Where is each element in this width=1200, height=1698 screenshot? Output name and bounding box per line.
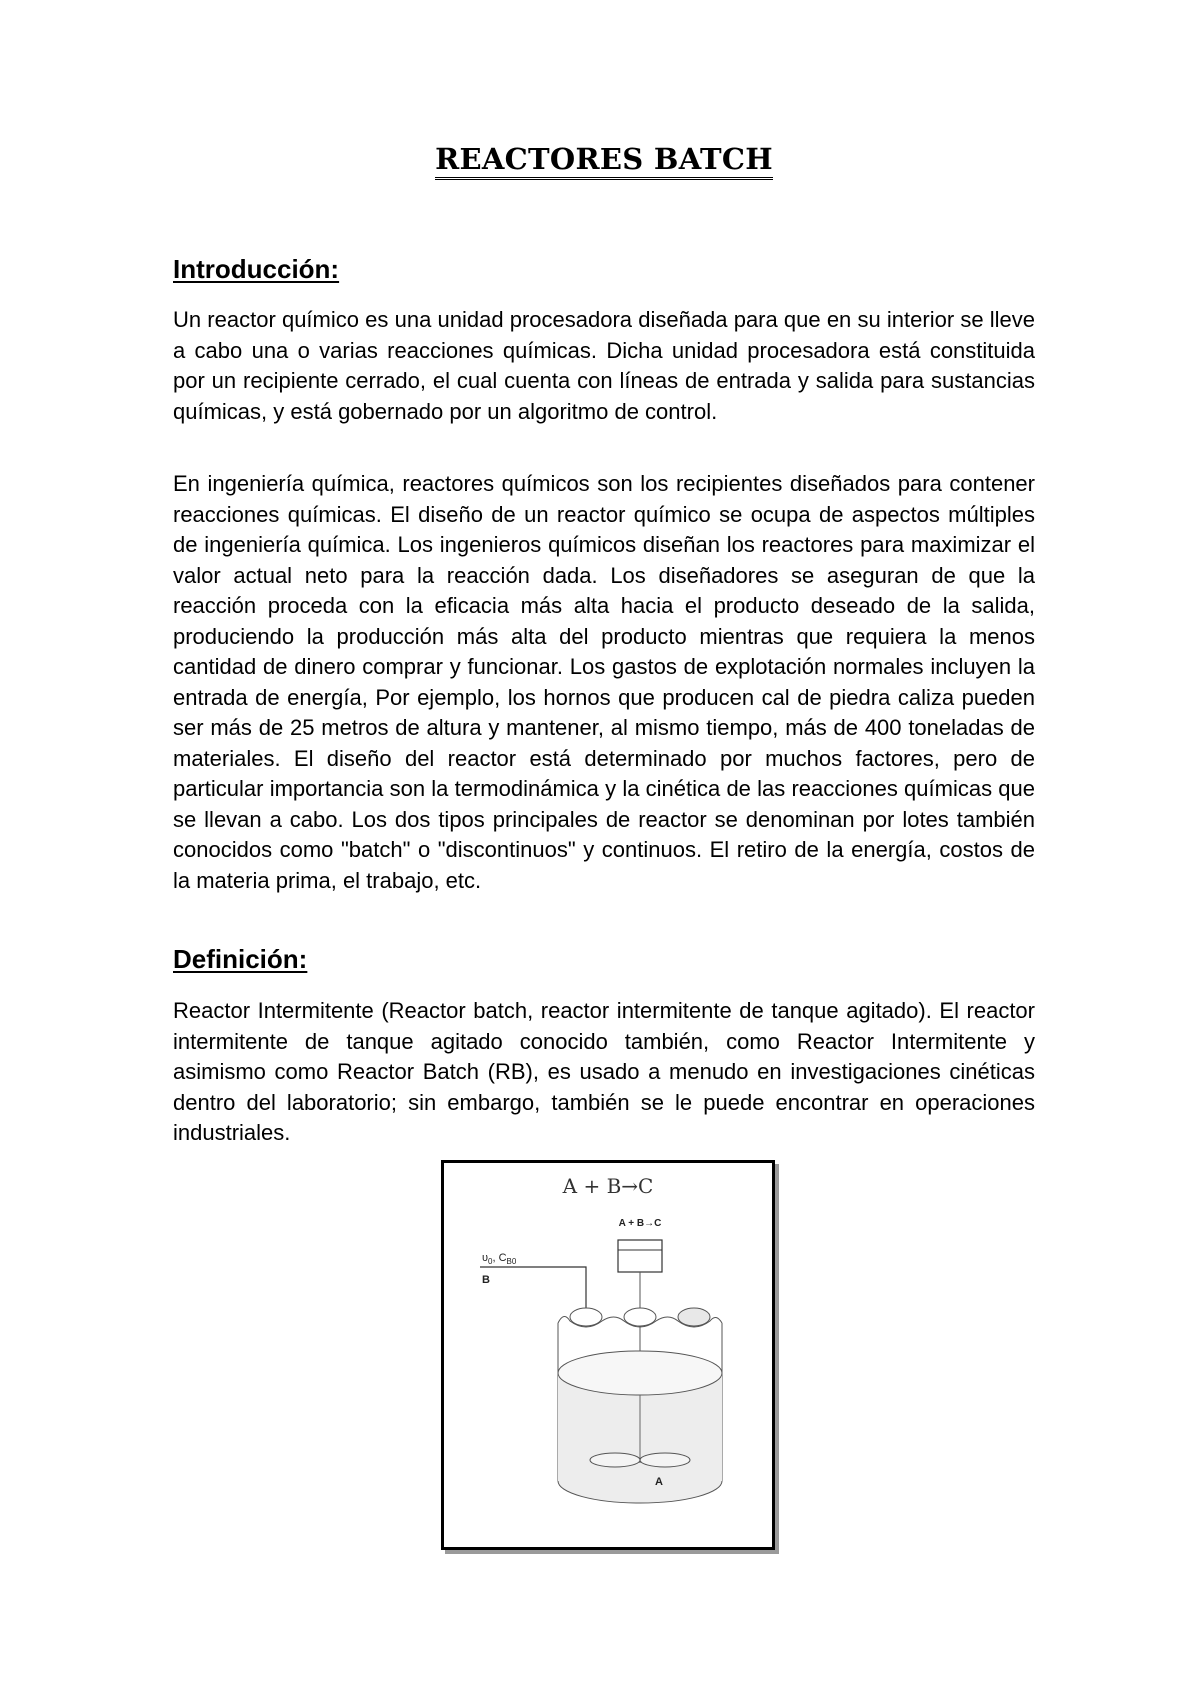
- paragraph-intro-2: En ingeniería química, reactores químicos son los recipientes diseñados para contener reacciones químicas. El diseño de un reactor químico se ocupa de aspectos múltiples de ingeniería química. Los ingenieros químicos diseñan los reactores para maximizar el valor actual neto para la reacción dada. Los diseñadores se aseguran de que la reacción proceda con la eficacia más alta hacia el producto deseado de la salida, produciendo la producción más alta del producto mientras que requiera la menos cantidad de dinero comprar y funcionar. Los gastos de explotación normales incluyen la entrada de energía, Por ejemplo, los hornos que producen cal de piedra caliza pueden ser más de 25 metros de altura y mantener, al mismo tiempo, más de 400 toneladas de materiales. El diseño del reactor está determinado por muchos factores, pero de particular importancia son la termodinámica y la cinética de las reacciones químicas que se llevan a cabo. Los dos tipos principales de reactor se denominan por lotes también conocidos como "batch" o "discontinuos" y continuos. El retiro de la energía, costos de la materia prima, el trabajo, etc.: [173, 471, 1035, 893]
- batch-reactor-diagram: [444, 1163, 772, 1547]
- reaction-title: A + B→C: [562, 1174, 654, 1198]
- impeller-blade-right: [640, 1453, 690, 1467]
- controller-box: [618, 1240, 662, 1272]
- paragraph-definicion: Reactor Intermitente (Reactor batch, reactor intermitente de tanque agitado). El reactor intermitente de tanque agitado conocido también, como Reactor Intermitente y asimismo como Reactor Batch (RB), es usado a menudo en investigaciones cinéticas dentro del laboratorio; sin embargo, también se le puede encontrar en operaciones industriales.: [173, 998, 1035, 1145]
- heading-introduccion: Introducción:: [173, 254, 340, 284]
- feed-species-label: B: [482, 1274, 490, 1286]
- paragraph-intro-1: Un reactor químico es una unidad procesadora diseñada para que en su interior se lleve a cabo una o varias reacciones químicas. Dicha unidad procesadora está constituida por un recipiente cerrado, el cual cuenta con líneas de entrada y salida para sustancias químicas, y está gobernado por un algoritmo de control.: [173, 307, 1035, 424]
- feed-line: [480, 1267, 586, 1315]
- liquid-surface: [558, 1351, 722, 1395]
- tank-port-center: [624, 1308, 656, 1326]
- page-title: [173, 142, 1035, 176]
- feed-label: $\upsilon_0$, $C_{B0}$: [482, 1252, 517, 1266]
- batch-reactor-figure: [441, 1160, 775, 1550]
- page-title-text: REACTORES BATCH: [435, 142, 773, 180]
- controller-box-label: A + B→C: [618, 1218, 662, 1229]
- tank-port-left: [570, 1308, 602, 1326]
- tank-species-label: A: [655, 1476, 663, 1488]
- impeller-blade-left: [590, 1453, 640, 1467]
- tank-port-right: [678, 1308, 710, 1326]
- heading-definicion: Definición:: [173, 944, 308, 974]
